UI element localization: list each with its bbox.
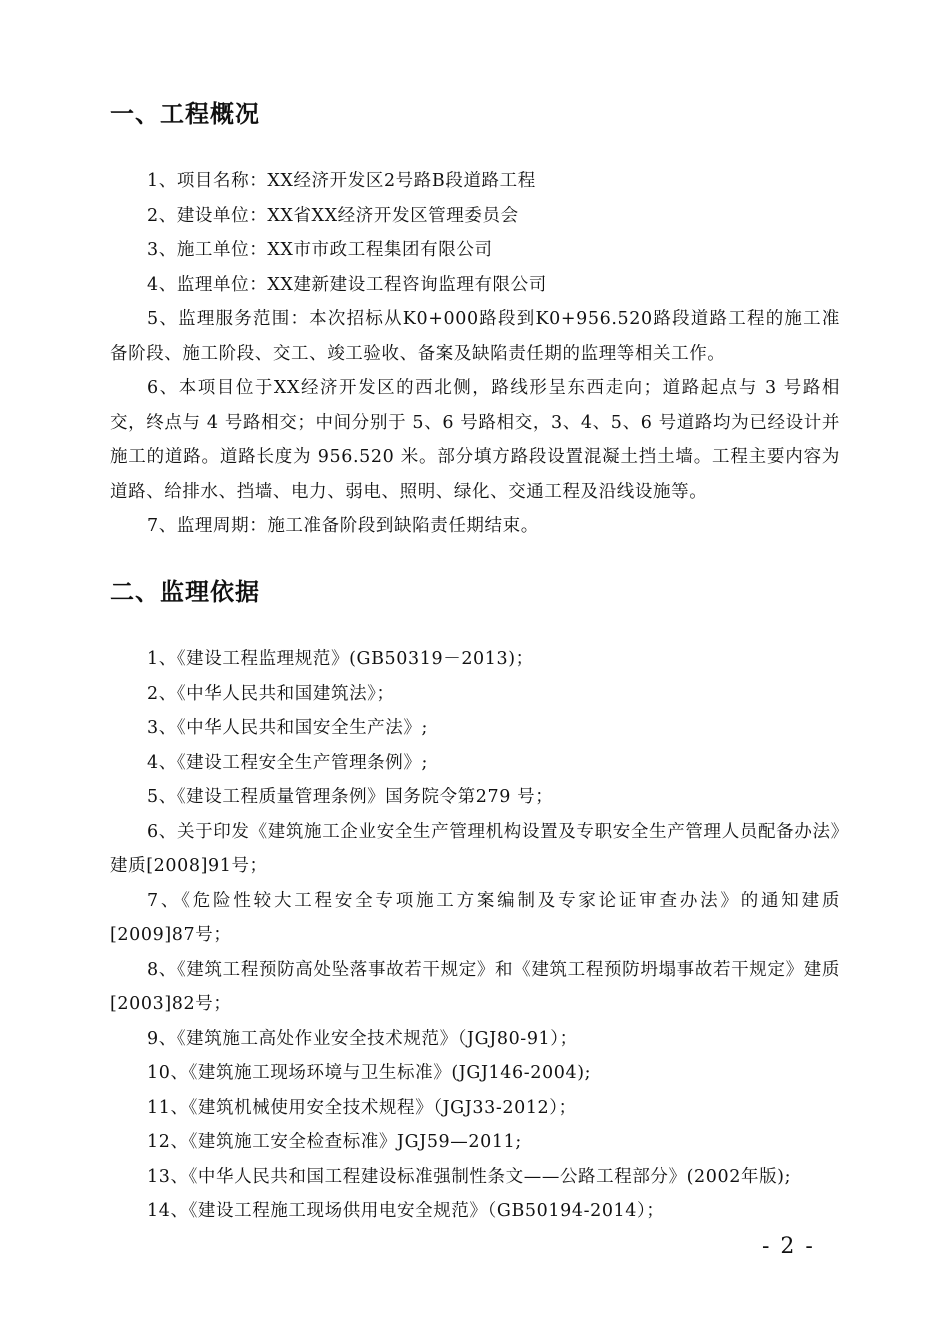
basis-item: 8、《建筑工程预防高处坠落事故若干规定》和《建筑工程预防坍塌事故若干规定》建质[2003]82号； [110,959,840,1014]
basis-item: 5、《建设工程质量管理条例》国务院令第279 号； [147,787,554,807]
overview-item: 3、施工单位：XX市市政工程集团有限公司 [147,240,493,260]
basis-item: 14、《建设工程施工现场供用电安全规范》（GB50194-2014）； [147,1201,665,1221]
overview-item: 6、本项目位于XX经济开发区的西北侧，路线形呈东西走向；道路起点与 3 号路相交，终点与 4 号路相交；中间分别于 5、6 号路相交，3、4、5、6 号道路均为已经设计并施工的道路。道路长度为 956.520 米。部分填方路段设置混凝土挡土墙。工程主要内容为道路、给排水、挡墙、电力、弱电、照明、绿化、交通工程及沿线设施等。 [110,378,840,502]
overview-item: 4、监理单位：XX建新建设工程咨询监理有限公司 [147,274,547,295]
basis-list [110,642,840,1229]
overview-item: 2、建设单位：XX省XX经济开发区管理委员会 [147,205,519,226]
overview-item: 1、项目名称：XX经济开发区2号路B段道路工程 [147,171,536,191]
basis-item: 12、《建筑施工安全检查标准》JGJ59—2011; [147,1132,522,1152]
overview-list [110,164,840,544]
basis-item: 6、关于印发《建筑施工企业安全生产管理机构设置及专职安全生产管理人员配备办法》建质[2008]91号； [110,821,840,876]
basis-item: 10、《建筑施工现场环境与卫生标准》(JGJ146-2004); [147,1063,592,1083]
basis-item: 2、《中华人民共和国建筑法》； [147,683,395,704]
basis-item: 9、《建筑施工高处作业安全技术规范》（JGJ80-91）； [147,1028,578,1049]
basis-item: 7、《危险性较大工程安全专项施工方案编制及专家论证审查办法》的通知建质[2009]87号； [110,890,840,945]
basis-item: 3、《中华人民共和国安全生产法》; [147,718,428,738]
basis-item: 4、《建设工程安全生产管理条例》; [147,752,428,773]
overview-item: 5、监理服务范围：本次招标从K0+000路段到K0+956.520路段道路工程的施工准备阶段、施工阶段、交工、竣工验收、备案及缺陷责任期的监理等相关工作。 [110,309,840,364]
overview-item: 7、监理周期：施工准备阶段到缺陷责任期结束。 [147,516,539,536]
basis-item: 11、《建筑机械使用安全技术规程》（JGJ33-2012）； [147,1097,577,1118]
section-heading-overview: 一、工程概况 [110,100,260,128]
page-number: - 2 - [762,1234,815,1259]
section-heading-basis: 二、监理依据 [110,578,260,606]
basis-item: 13、《中华人民共和国工程建设标准强制性条文——公路工程部分》(2002年版); [147,1166,792,1187]
basis-item: 1、《建设工程监理规范》(GB50319－2013)； [147,649,534,669]
